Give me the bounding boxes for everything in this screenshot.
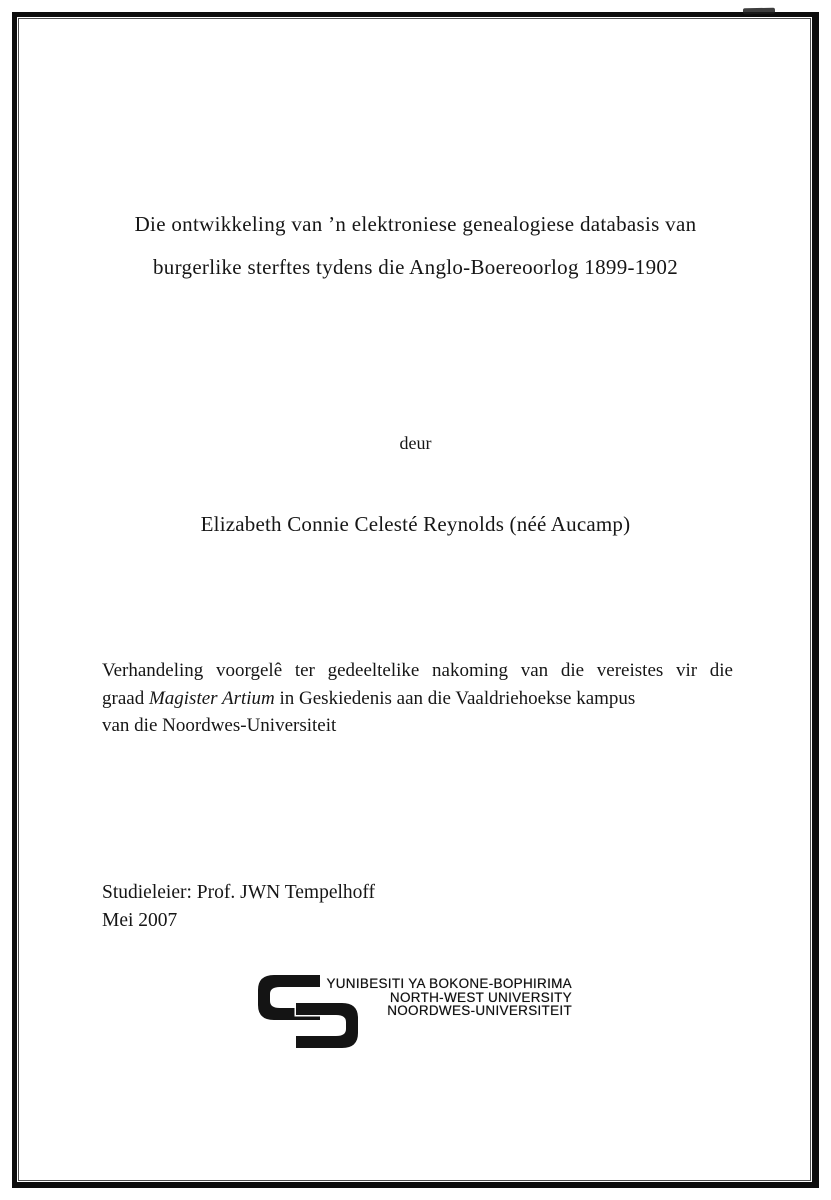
supervisor-line: Studieleier: Prof. JWN Tempelhoff [102,882,376,903]
author-name: Elizabeth Connie Celesté Reynolds (néé Aucamp) [200,512,631,536]
university-name-afrikaans: NOORDWES-UNIVERSITEIT [387,1003,572,1019]
scan-artifact [743,8,775,15]
degree-name-italic: Magister Artium [148,687,275,709]
degree-statement-line-2-post: in Geskiedenis aan die Vaaldriehoekse kampus [274,687,636,709]
university-name-english: NORTH-WEST UNIVERSITY [389,989,572,1005]
degree-statement [102,657,733,740]
byline-deur: deur [399,433,432,453]
degree-statement-line-2 [102,685,733,713]
degree-statement-line-3: van die Noordwes-Universiteit [102,715,337,736]
thesis-title-line-1: Die ontwikkeling van ’n elektroniese genealogiese databasis van [134,212,697,236]
degree-statement-line-1: Verhandeling voorgelê ter gedeeltelike nakoming van die vereistes vir die [102,660,733,681]
degree-statement-line-2-pre: graad [102,687,149,709]
university-wordmark [326,977,572,1018]
university-name-setswana: YUNIBESITI YA BOKONE-BOPHIRIMA [326,976,572,991]
supervisor-block [102,879,375,935]
university-logo [258,973,574,1051]
thesis-title [40,203,791,289]
thesis-title-line-2: burgerlike sterftes tydens die Anglo-Boereoorlog 1899-1902 [153,255,678,279]
date-line: Mei 2007 [102,910,178,931]
